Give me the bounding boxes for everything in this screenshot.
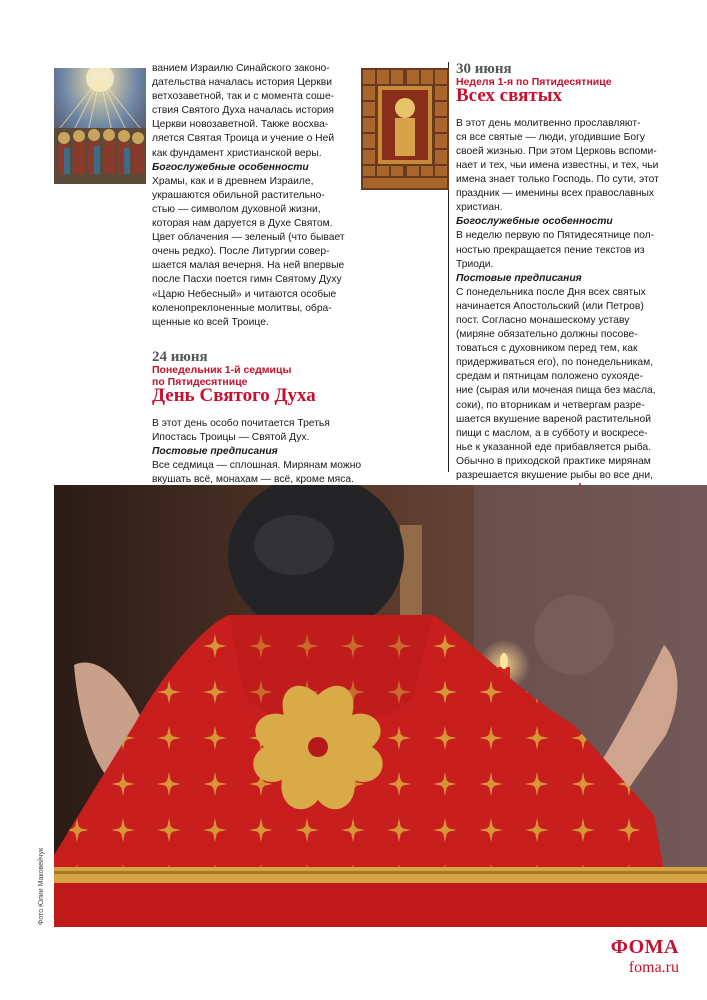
intro-paragraph: ванием Израилю Синайского законо- дательства началась история Церкви ветхозаветной, так и с момента соше- ствия Святого Духа началась история Церкви новозаветной. Также восхва- ляется Святая Троица и учение о Ней как фундамент христианской веры. (152, 63, 335, 159)
june30-text: В этот день молитвенно прославляют- ся все святые — люди, угодившие Богу своей жизнью. При этом Церковь вспоми- нает и тех, чьи имена известны, и тех, чьи имена знает только Господь. По сути, этот праздник — именины всех православных христиан. (456, 117, 659, 214)
right-column (456, 62, 688, 498)
june24-entry (152, 350, 447, 488)
june30-worship-heading: Богослужебные особенности (456, 216, 613, 228)
june30-fasting-heading: Постовые предписания (456, 272, 582, 284)
june24-fasting-text: Все седмица — сплошная. Мирянам можно вкушать всё, монахам — всё, кроме мяса. (152, 460, 362, 486)
june24-rubric: Понедельник 1-й седмицы по Пятидесятнице (152, 363, 292, 389)
june30-header (456, 61, 688, 106)
all-saints-icon-image (361, 68, 449, 190)
photo-credit: Фото Юлии Маковейчук (38, 847, 45, 925)
june30-date: 30 июня (456, 61, 512, 77)
june30-worship-text: В неделю первую по Пятидесятнице пол- ностью прекращается пение текстов из Триоди. (456, 230, 655, 270)
magazine-logo (611, 936, 679, 977)
june24-date: 24 июня (152, 348, 208, 365)
logo-url[interactable]: foma.ru (628, 959, 679, 976)
june30-rubric: Неделя 1-я по Пятидесятнице (456, 76, 612, 89)
june24-title: День Святого Духа (152, 384, 316, 406)
june24-text: В этот день особо почитается Третья Ипостась Троицы — Святой Дух. (152, 417, 330, 444)
june30-fasting-body: С понедельника после Дня всех святых начинается Апостольский (или Петров) пост. Согласно монашескому уставу (миряне обязательно должны посове- товаться с духовником перед тем, как придерживаться его), по понедельникам, средам и пятницам положено сухояде- ние (сырая или моченая пища без масла, соки), по вторникам и четвергам разре- шается вкушение вареной растительной пищи с маслом, а в субботу и воскресе- нье к указанной еде прибавляется рыба. Обычно в приходской практике мирянам разрешается вкушение рыбы во все дни, (456, 286, 656, 482)
june24-fasting-heading: Постовые предписания (152, 446, 278, 458)
june30-fasting-text (456, 286, 688, 498)
june30-title: Всех святых (456, 84, 563, 106)
priest-photo (54, 485, 707, 927)
pentecost-icon-image (54, 68, 146, 184)
worship-heading: Богослужебные особенности (152, 161, 309, 173)
logo-name: ФОМА (610, 936, 679, 958)
worship-paragraph: Храмы, как и в древнем Израиле, украшаются обильной растительно- стью — символом духовной жизни, которая нам даруется в Духе Святом. Цвет облачения — зеленый (что бывает очень редко). После Литургии совер- шается малая вечерня. На ней впервые после Пасхи поется гимн Святому Духу «Царю Небесный» и читаются особые коленопреклоненные молитвы, обра- щенные ко всей Троице. (152, 175, 345, 328)
